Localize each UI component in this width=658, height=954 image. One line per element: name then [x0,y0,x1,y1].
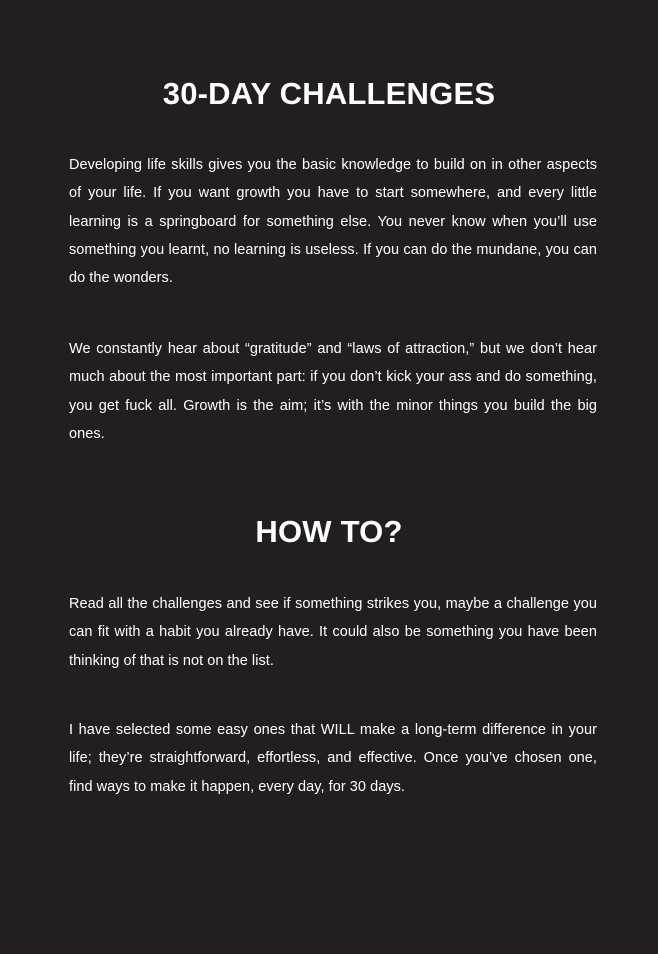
intro-paragraph-2: We constantly hear about “gratitude” and “laws of attraction,” but we don’t hear much about the most important part: if you don’t kick your ass and do something, you get fuck all. Growth is the aim; it’s with the minor things you build the big ones. [69,341,597,442]
how-to-paragraph-1: Read all the challenges and see if something strikes you, maybe a challenge you can fit with a habit you already have. It could also be something you have been thinking of that is not on the list. [69,596,597,669]
intro-paragraph-1: Developing life skills gives you the basic knowledge to build on in other aspects of your life. If you want growth you have to start somewhere, and every little learning is a springboard for something else. You never know when you’ll use something you learnt, no learning is useless. If you can do the mundane, you can do the wonders. [69,157,597,287]
section-heading-how-to: HOW TO? [255,514,403,549]
how-to-paragraph-2: I have selected some easy ones that WILL make a long-term difference in your life; they’re straightforward, effortless, and effective. Once you’ve chosen one, find ways to make it happen, every day, for 30 days. [69,722,597,795]
section-heading-30-day-challenges: 30-DAY CHALLENGES [162,76,496,111]
